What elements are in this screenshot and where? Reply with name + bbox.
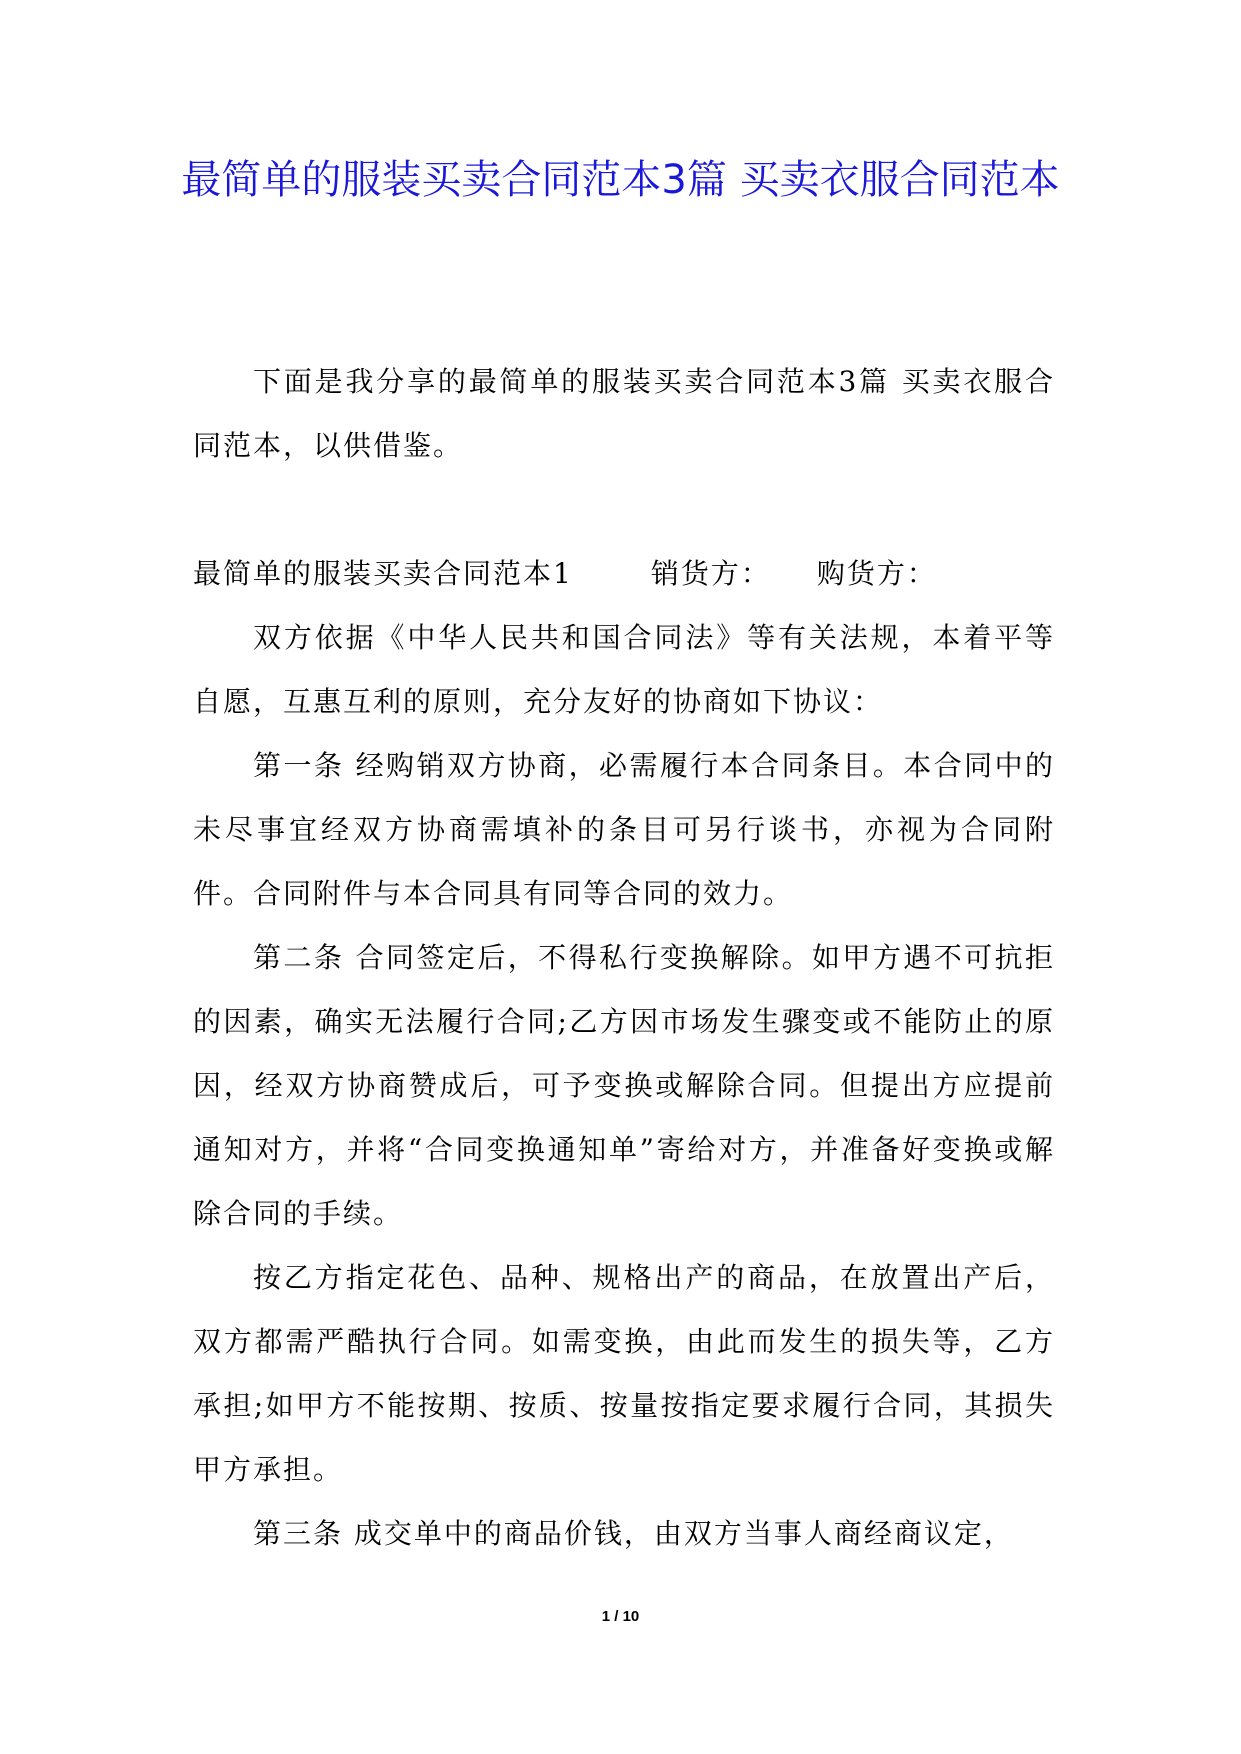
paragraph-article-1: 第一条 经购销双方协商，必需履行本合同条目。本合同中的未尽事宜经双方协商需填补的条目可另行谈书，亦视为合同附件。合同附件与本合同具有同等合同的效力。: [193, 749, 1055, 910]
page-number: 1 / 10: [601, 1608, 640, 1625]
seller-label: 销货方：: [650, 557, 771, 590]
paragraph-article-3: 第三条 成交单中的商品价钱，由双方当事人商经商议定，: [253, 1517, 1014, 1550]
paragraph-principles: 双方依据《中华人民共和国合同法》等有关法规，本着平等自愿，互惠互利的原则，充分友好的协商如下协议：: [193, 621, 1055, 718]
spacer: [193, 478, 1055, 542]
buyer-label: 购货方：: [816, 557, 937, 590]
intro-paragraph: 下面是我分享的最简单的服装买卖合同范本3篇 买卖衣服合同范本，以供借鉴。: [193, 365, 1055, 462]
paragraph-article-2-continued: 按乙方指定花色、品种、规格出产的商品，在放置出产后，双方都需严酷执行合同。如需变换，由此而发生的损失等，乙方承担;如甲方不能按期、按质、按量按指定要求履行合同，其损失甲方承担。: [193, 1261, 1055, 1486]
section-heading-line: [193, 542, 1055, 606]
section-heading: 最简单的服装买卖合同范本1: [193, 557, 573, 590]
document-body: [193, 350, 1055, 1566]
document-title: 最简单的服装买卖合同范本3篇 买卖衣服合同范本: [181, 157, 1060, 203]
paragraph-article-2: 第二条 合同签定后，不得私行变换解除。如甲方遇不可抗拒的因素，确实无法履行合同;乙方因市场发生骤变或不能防止的原因，经双方协商赞成后，可予变换或解除合同。但提出方应提前通知对方，并将“合同变换通知单”寄给对方，并准备好变换或解除合同的手续。: [193, 941, 1055, 1230]
